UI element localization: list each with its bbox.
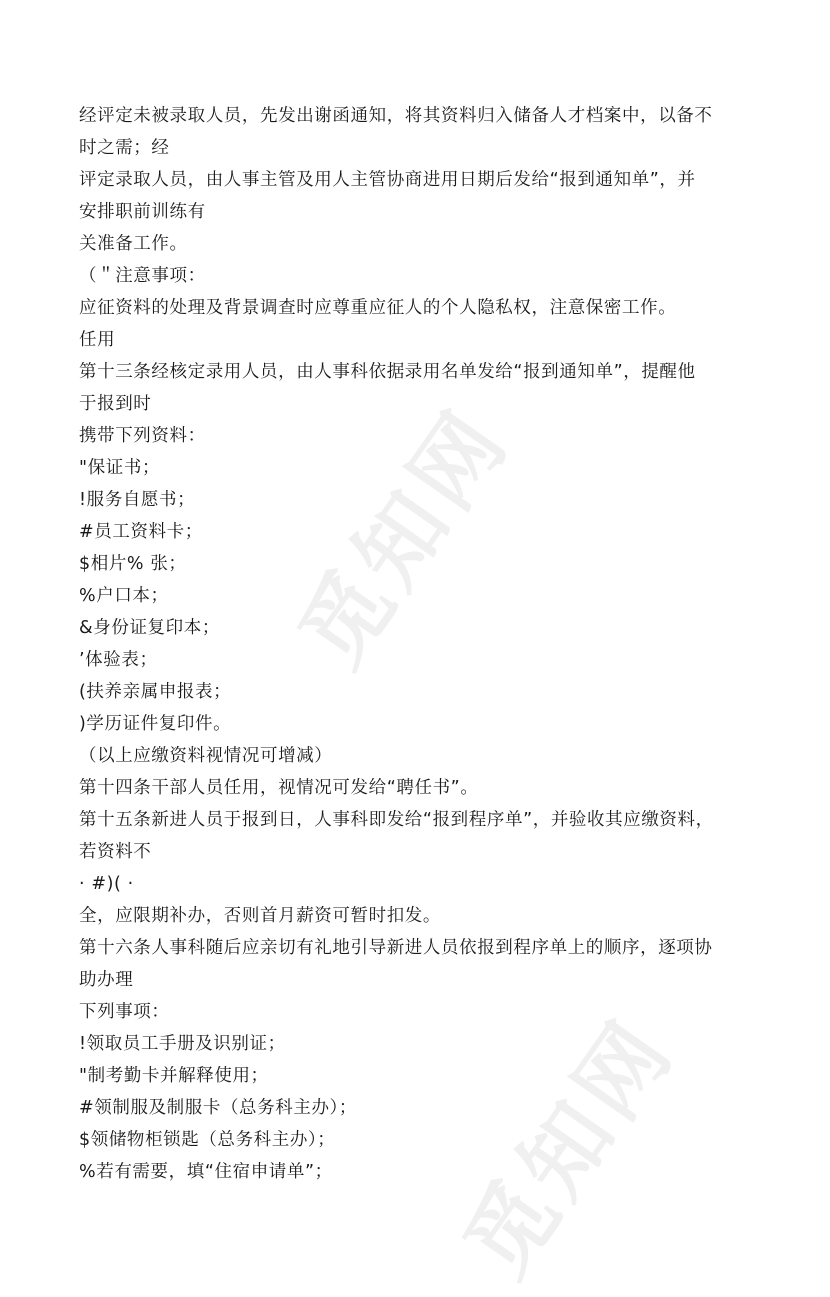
list-item: (扶养亲属申报表； <box>79 682 232 702</box>
text-line: 评定录取人员，由人事主管及用人主管协商进用日期后发给“报到通知单”，并 <box>79 170 696 190</box>
list-item: $领储物柜锁匙（总务科主办）； <box>79 1130 336 1150</box>
text-line: 于报到时 <box>79 394 152 414</box>
text-line: 关准备工作。 <box>79 234 188 254</box>
document-body <box>79 100 759 1188</box>
list-item: #领制服及制服卡（总务科主办）； <box>79 1098 358 1118</box>
text-line: 全，应限期补办，否则首月薪资可暂时扣发。 <box>79 906 441 926</box>
text-line: 第十三条经核定录用人员，由人事科依据录用名单发给“报到通知单”，提醒他 <box>79 362 696 382</box>
text-line: 第十四条干部人员任用，视情况可发给“聘任书”。 <box>79 778 479 798</box>
section-heading: 任用 <box>79 330 116 350</box>
list-item: "制考勤卡并解释使用； <box>79 1066 269 1086</box>
list-item: )学历证件复印件。 <box>79 714 232 734</box>
list-item: %若有需要，填“住宿申请单”； <box>79 1162 333 1182</box>
text-line: 若资料不 <box>79 842 152 862</box>
text-line: 安排职前训练有 <box>79 202 206 222</box>
text-line: 第十五条新进人员于报到日，人事科即发给“报到程序单”，并验收其应缴资料， <box>79 810 714 830</box>
text-line: 经评定未被录取人员，先发出谢函通知，将其资料归入储备人才档案中，以备不 <box>79 106 713 126</box>
list-item: "保证书； <box>79 458 161 478</box>
watermark: 觅知网 <box>279 389 530 685</box>
text-line: 时之需；经 <box>79 138 170 158</box>
watermark: 觅知网 <box>444 999 695 1295</box>
text-line: 携带下列资料： <box>79 426 206 446</box>
text-line: 第十六条人事科随后应亲切有礼地引导新进人员依报到程序单上的顺序，逐项协 <box>79 938 713 958</box>
text-line: 应征资料的处理及背景调查时应尊重应征人的个人隐私权，注意保密工作。 <box>79 298 677 318</box>
list-item: &身份证复印本； <box>79 618 220 638</box>
list-item: !服务自愿书； <box>79 490 196 510</box>
list-item: !领取员工手册及识别证； <box>79 1034 286 1054</box>
text-line: （以上应缴资料视情况可增减） <box>79 746 333 766</box>
list-item: $相片% 张； <box>79 554 187 574</box>
page-marker: · #)( · <box>79 874 134 894</box>
text-line: （＂注意事项： <box>79 266 206 286</box>
text-line: 助办理 <box>79 970 134 990</box>
list-item: ’体验表； <box>79 650 158 670</box>
text-line: 下列事项： <box>79 1002 170 1022</box>
list-item: #员工资料卡； <box>79 522 203 542</box>
list-item: %户口本； <box>79 586 169 606</box>
